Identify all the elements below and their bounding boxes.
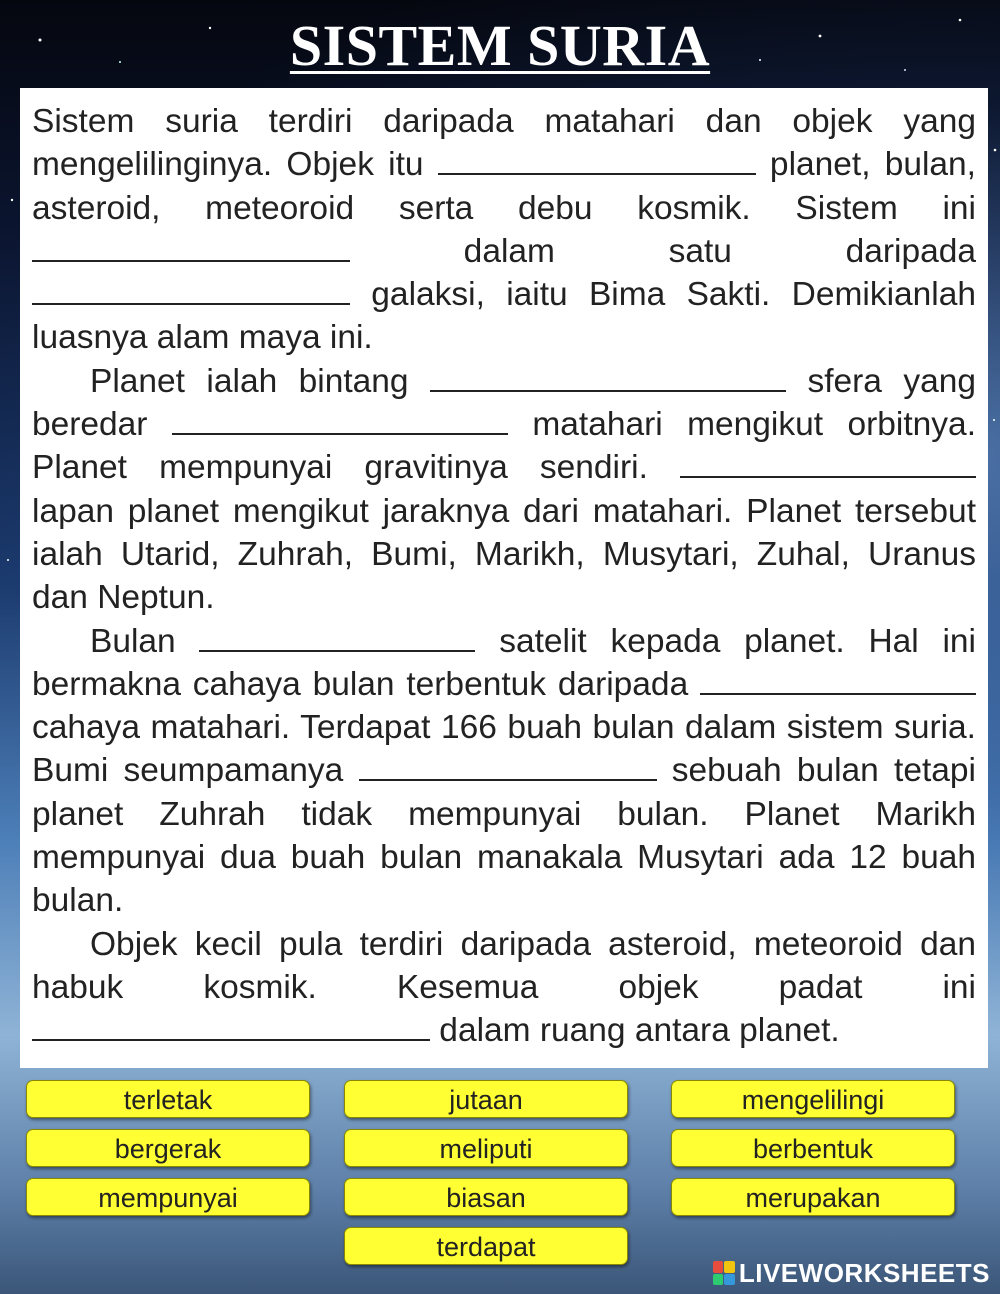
word-chip-merupakan[interactable]: merupakan	[671, 1178, 955, 1216]
blank-4[interactable]	[430, 360, 786, 392]
word-bank	[0, 1078, 1000, 1278]
brand-name: LIVEWORKSHEETS	[738, 1257, 990, 1288]
blank-3[interactable]	[32, 273, 350, 305]
blank-6[interactable]	[680, 446, 976, 478]
blank-7[interactable]	[199, 620, 475, 652]
paragraph-4	[32, 923, 976, 1053]
blank-8[interactable]	[700, 663, 976, 695]
paragraph-1	[32, 100, 976, 360]
word-chip-terletak[interactable]: terletak	[26, 1080, 310, 1118]
paragraph-3	[32, 620, 976, 923]
passage-text: galaksi, iaitu Bima Sakti. Demikianlah luasnya alam maya ini.	[32, 276, 976, 357]
word-chip-meliputi[interactable]: meliputi	[344, 1129, 628, 1167]
passage-text: cahaya matahari. Terdapat 166 buah bulan dalam sistem suria. Bumi seumpamanya	[32, 709, 976, 790]
word-chip-mengelilingi[interactable]: mengelilingi	[671, 1080, 955, 1118]
blank-2[interactable]	[32, 230, 350, 262]
passage-text: planet, bulan, asteroid, meteoroid serta debu kosmik. Sistem ini	[32, 146, 976, 227]
passage-panel	[20, 88, 988, 1068]
paragraph-2	[32, 360, 976, 620]
word-chip-berbentuk[interactable]: berbentuk	[671, 1129, 955, 1167]
passage-text: Bulan	[90, 622, 200, 660]
passage-text: Planet ialah bintang	[90, 362, 430, 400]
word-chip-terdapat[interactable]: terdapat	[344, 1227, 628, 1265]
passage-text: Objek kecil pula terdiri daripada asteroid, meteoroid dan habuk kosmik. Kesemua objek padat ini	[32, 925, 976, 1006]
blank-10[interactable]	[32, 1009, 430, 1041]
passage-text: lapan planet mengikut jaraknya dari matahari. Planet tersebut ialah Utarid, Zuhrah, Bumi, Marikh, Musytari, Zuhal, Uranus dan Neptun.	[32, 492, 976, 617]
word-chip-mempunyai[interactable]: mempunyai	[26, 1178, 310, 1216]
passage-text: dalam satu daripada	[350, 232, 976, 270]
blank-1[interactable]	[438, 143, 756, 175]
passage-text: dalam ruang antara planet.	[430, 1012, 840, 1050]
word-chip-jutaan[interactable]: jutaan	[344, 1080, 628, 1118]
passage-text: satelit kepada planet. Hal ini bermakna cahaya bulan terbentuk daripada	[32, 622, 976, 703]
liveworksheets-logo[interactable]	[713, 1258, 990, 1288]
passage-text: sebuah bulan tetapi planet Zuhrah tidak mempunyai bulan. Planet Marikh mempunyai dua buah bulan manakala Musytari ada 12 buah bulan.	[32, 752, 976, 920]
blank-9[interactable]	[359, 749, 657, 781]
blank-5[interactable]	[172, 403, 508, 435]
passage-text: sfera yang beredar	[32, 362, 977, 444]
liveworksheets-icon	[713, 1261, 735, 1285]
page-title: SISTEM SURIA	[289, 13, 711, 78]
passage-text: Sistem suria terdiri daripada matahari dan objek yang mengelilinginya. Objek itu	[32, 103, 976, 184]
passage-text: matahari mengikut orbitnya. Planet mempunyai gravitinya sendiri.	[32, 406, 976, 487]
word-chip-bergerak[interactable]: bergerak	[26, 1129, 310, 1167]
word-chip-biasan[interactable]: biasan	[344, 1178, 628, 1216]
